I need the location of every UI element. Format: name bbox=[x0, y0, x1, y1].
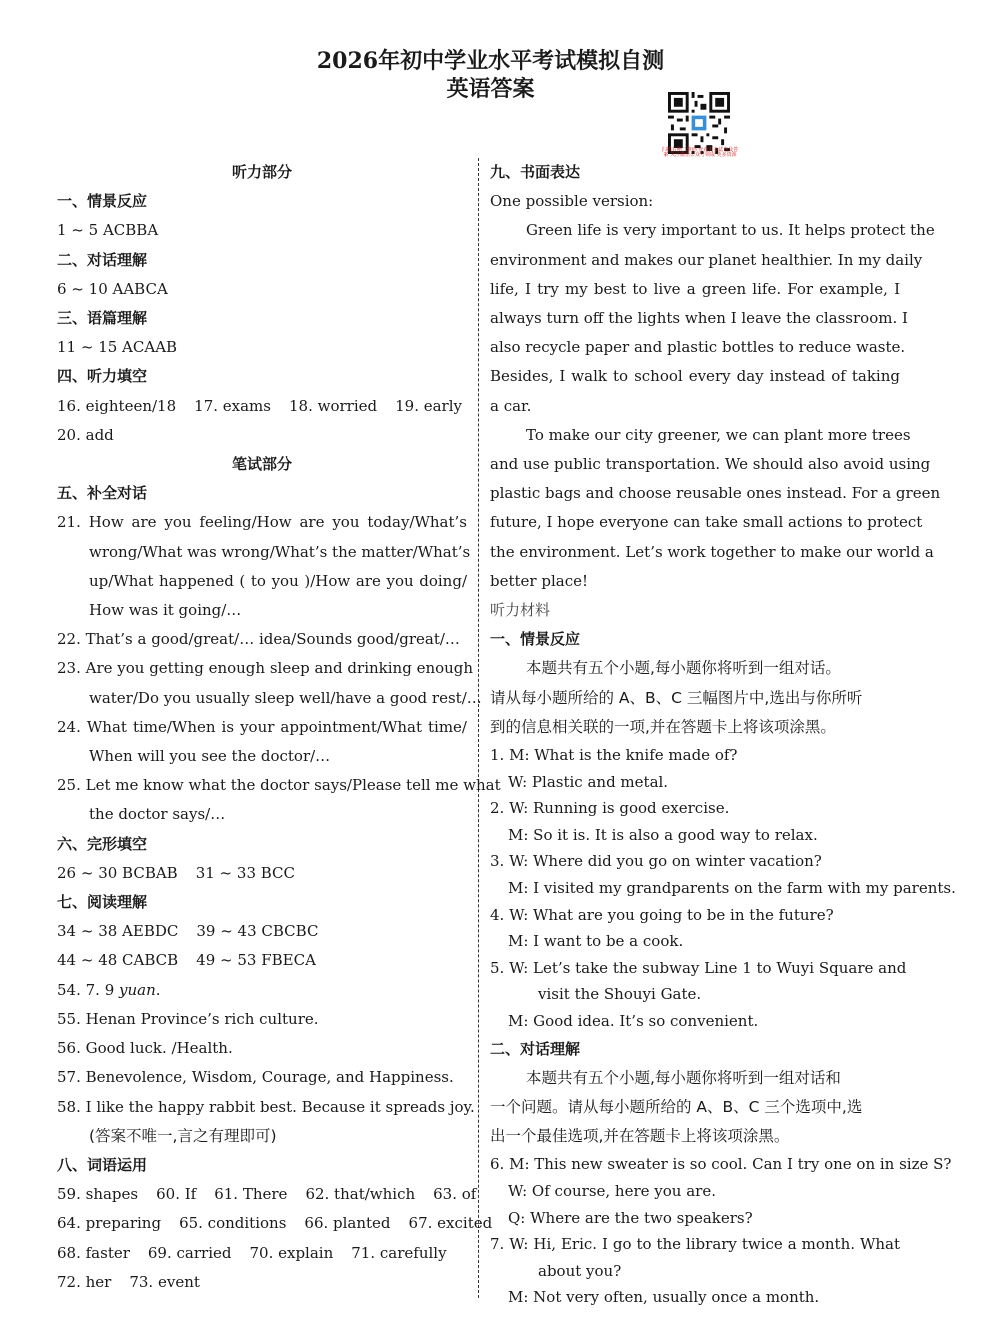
section-heading: 四、听力填空 bbox=[57, 367, 148, 386]
answer-69: 69. carried bbox=[147, 1243, 232, 1262]
answer-21-line4: How was it going/… bbox=[89, 601, 242, 620]
dialogue-line: M: Good idea. It’s so convenient. bbox=[508, 1012, 759, 1030]
answer-73: 73. event bbox=[129, 1272, 200, 1291]
essay-p2-line4: future, I hope everyone can take small actions to protect bbox=[490, 513, 923, 532]
essay-p1-line1: Green life is very important to us. It helps protect the bbox=[526, 221, 935, 240]
answer-line bbox=[57, 917, 467, 946]
answer-line bbox=[57, 946, 467, 975]
answer-25-line1: 25. Let me know what the doctor says/Please tell me what bbox=[57, 776, 501, 795]
answer-line: 6 ~ 10 AABCA bbox=[57, 279, 168, 298]
essay-p1-line3: life, I try my best to live a green life. For example, I bbox=[490, 279, 900, 298]
instruction-line: 本题共有五个小题,每小题你将听到一组对话和 bbox=[526, 1068, 841, 1087]
answer-line bbox=[57, 1209, 493, 1238]
answer-line bbox=[57, 1180, 477, 1209]
dialogue-line: Q: Where are the two speakers? bbox=[508, 1208, 753, 1227]
answer-64: 64. preparing bbox=[57, 1214, 162, 1233]
answer-20: 20. add bbox=[57, 425, 114, 444]
answer-59: 59. shapes bbox=[57, 1185, 139, 1204]
section-heading: 一、情景反应 bbox=[490, 630, 581, 649]
section-heading: 三、语篇理解 bbox=[57, 309, 148, 328]
essay-p2-line1: To make our city greener, we can plant more trees bbox=[526, 425, 911, 444]
answer-67: 67. excited bbox=[408, 1214, 493, 1233]
dialogue-line: 5. W: Let’s take the subway Line 1 to Wuyi Square and bbox=[490, 958, 907, 977]
dialogue-line: 1. M: What is the knife made of? bbox=[490, 746, 738, 765]
answer-62: 62. that/which bbox=[305, 1185, 416, 1204]
qr-code-icon bbox=[668, 92, 730, 154]
answer-16: 16. eighteen/18 bbox=[57, 396, 177, 415]
answer-68: 68. faster bbox=[57, 1243, 130, 1262]
instruction-line: 到的信息相关联的一项,并在答题卡上将该项涂黑。 bbox=[490, 717, 836, 736]
answer-39-43: 39 ~ 43 CBCBC bbox=[196, 922, 319, 941]
answer-23-line2: water/Do you usually sleep well/have a good rest/… bbox=[89, 688, 482, 707]
dialogue-line: M: I want to be a cook. bbox=[508, 932, 684, 951]
answer-58-note: (答案不唯一,言之有理即可) bbox=[89, 1126, 277, 1145]
answer-18: 18. worried bbox=[288, 396, 378, 415]
answer-57: 57. Benevolence, Wisdom, Courage, and Happiness. bbox=[57, 1068, 454, 1087]
answer-54-unit: yuan bbox=[119, 980, 156, 999]
essay-p2-line6: better place! bbox=[490, 571, 588, 590]
dialogue-line: W: Plastic and metal. bbox=[508, 772, 669, 791]
answer-49-53: 49 ~ 53 FBECA bbox=[196, 951, 316, 970]
dialogue-line: M: I visited my grandparents on the farm with my parents. bbox=[508, 879, 956, 898]
answer-54 bbox=[57, 976, 467, 1005]
essay-p1-line4: always turn off the lights when I leave the classroom. I bbox=[490, 309, 908, 328]
essay-p2-line5: the environment. Let’s work together to make our world a bbox=[490, 542, 934, 561]
listening-section-title: 听力部分 bbox=[231, 163, 292, 181]
section-heading: 七、阅读理解 bbox=[57, 893, 148, 912]
essay-p1-line2: environment and makes our planet healthier. In my daily bbox=[490, 250, 923, 269]
answer-65: 65. conditions bbox=[179, 1214, 287, 1233]
answer-21-line1: 21. How are you feeling/How are you today/What’s bbox=[57, 513, 467, 532]
answer-26-30: 26 ~ 30 BCBAB bbox=[57, 863, 178, 882]
dialogue-line: 4. W: What are you going to be in the future? bbox=[490, 905, 834, 924]
answer-24-line2: When will you see the doctor/… bbox=[89, 747, 331, 766]
answer-21-line2: wrong/What was wrong/What’s the matter/What’s bbox=[89, 542, 471, 561]
answer-21-line3: up/What happened ( to you )/How are you doing/ bbox=[89, 571, 467, 590]
essay-p1-line5: also recycle paper and plastic bottles to reduce waste. bbox=[490, 338, 906, 357]
answer-17: 17. exams bbox=[194, 396, 271, 415]
answer-71: 71. carefully bbox=[351, 1243, 447, 1262]
answer-60: 60. If bbox=[156, 1185, 197, 1204]
right-column bbox=[490, 158, 956, 1311]
section-heading: 五、补全对话 bbox=[57, 484, 148, 503]
dialogue-line: 2. W: Running is good exercise. bbox=[490, 799, 730, 818]
section-heading: 六、完形填空 bbox=[57, 834, 148, 853]
answer-line: 11 ~ 15 ACAAB bbox=[57, 338, 178, 357]
answer-line bbox=[57, 1239, 467, 1268]
instruction-line: 一个问题。请从每小题所给的 A、B、C 三个选项中,选 bbox=[490, 1098, 863, 1116]
essay-p2-line2: and use public transportation. We should also avoid using bbox=[490, 455, 931, 474]
dialogue-line: visit the Shouyi Gate. bbox=[538, 985, 702, 1004]
section-heading: 一、情景反应 bbox=[57, 192, 148, 211]
dialogue-line: M: So it is. It is also a good way to relax. bbox=[508, 825, 818, 844]
left-column bbox=[57, 158, 501, 1297]
answer-72: 72. her bbox=[57, 1272, 112, 1291]
dialogue-line: 6. M: This new sweater is so cool. Can I try one on in size S? bbox=[490, 1155, 952, 1174]
answer-23-line1: 23. Are you getting enough sleep and drinking enough bbox=[57, 659, 474, 678]
answer-63: 63. of bbox=[433, 1185, 477, 1204]
section-heading: 二、对话理解 bbox=[490, 1039, 581, 1058]
section-heading: 八、词语运用 bbox=[57, 1155, 148, 1174]
answer-61: 61. There bbox=[214, 1185, 288, 1204]
section-heading: 九、书面表达 bbox=[490, 163, 581, 181]
answer-66: 66. planted bbox=[304, 1214, 391, 1233]
answer-line bbox=[57, 1268, 467, 1297]
instruction-line: 本题共有五个小题,每小题你将听到一组对话。 bbox=[526, 659, 841, 678]
essay-p1-line7: a car. bbox=[490, 396, 532, 415]
written-section-title: 笔试部分 bbox=[231, 455, 292, 474]
column-divider bbox=[478, 158, 479, 1298]
page-title: 2026年初中学业水平考试模拟自测 bbox=[316, 48, 665, 74]
instruction-line: 出一个最佳选项,并在答题卡上将该项涂黑。 bbox=[490, 1127, 790, 1146]
answer-line: 1 ~ 5 ACBBA bbox=[57, 221, 159, 240]
essay-p2-line3: plastic bags and choose reusable ones instead. For a green bbox=[490, 484, 941, 503]
answer-25-line2: the doctor says/… bbox=[89, 805, 226, 824]
answer-70: 70. explain bbox=[249, 1243, 334, 1262]
answer-22: 22. That’s a good/great/… idea/Sounds good/great/… bbox=[57, 630, 460, 649]
answer-line bbox=[57, 392, 467, 421]
answer-55: 55. Henan Province’s rich culture. bbox=[57, 1009, 319, 1028]
dialogue-line: 3. W: Where did you go on winter vacation? bbox=[490, 852, 822, 871]
answer-44-48: 44 ~ 48 CABCB bbox=[57, 951, 179, 970]
qr-caption: 扫描右侧二维码 查看更多试卷及答案 关注微信公众号领取 更多资源 bbox=[661, 147, 739, 158]
answer-54-period: . bbox=[155, 980, 161, 999]
instruction-line: 请从每小题所给的 A、B、C 三幅图片中,选出与你所听 bbox=[490, 688, 863, 707]
essay-p1-line6: Besides, I walk to school every day instead of taking bbox=[490, 367, 900, 386]
answer-24-line1: 24. What time/When is your appointment/What time/ bbox=[57, 717, 467, 736]
listening-material-title: 听力材料 bbox=[490, 601, 551, 620]
answer-54-value: 54. 7. 9 bbox=[57, 980, 115, 999]
answer-19: 19. early bbox=[395, 396, 462, 415]
answer-56: 56. Good luck. /Health. bbox=[57, 1039, 233, 1058]
dialogue-line: W: Of course, here you are. bbox=[508, 1182, 716, 1200]
page-subtitle: 英语答案 bbox=[446, 76, 535, 102]
dialogue-line: M: Not very often, usually once a month. bbox=[508, 1288, 820, 1307]
essay-version-label: One possible version: bbox=[490, 192, 654, 211]
answer-34-38: 34 ~ 38 AEBDC bbox=[57, 922, 179, 941]
answer-line bbox=[57, 859, 467, 888]
answer-58-line1: 58. I like the happy rabbit best. Because it spreads joy. bbox=[57, 1097, 475, 1116]
section-heading: 二、对话理解 bbox=[57, 250, 148, 269]
dialogue-line: about you? bbox=[538, 1261, 622, 1280]
dialogue-line: 7. W: Hi, Eric. I go to the library twice a month. What bbox=[490, 1235, 900, 1254]
answer-31-33: 31 ~ 33 BCC bbox=[195, 863, 296, 882]
